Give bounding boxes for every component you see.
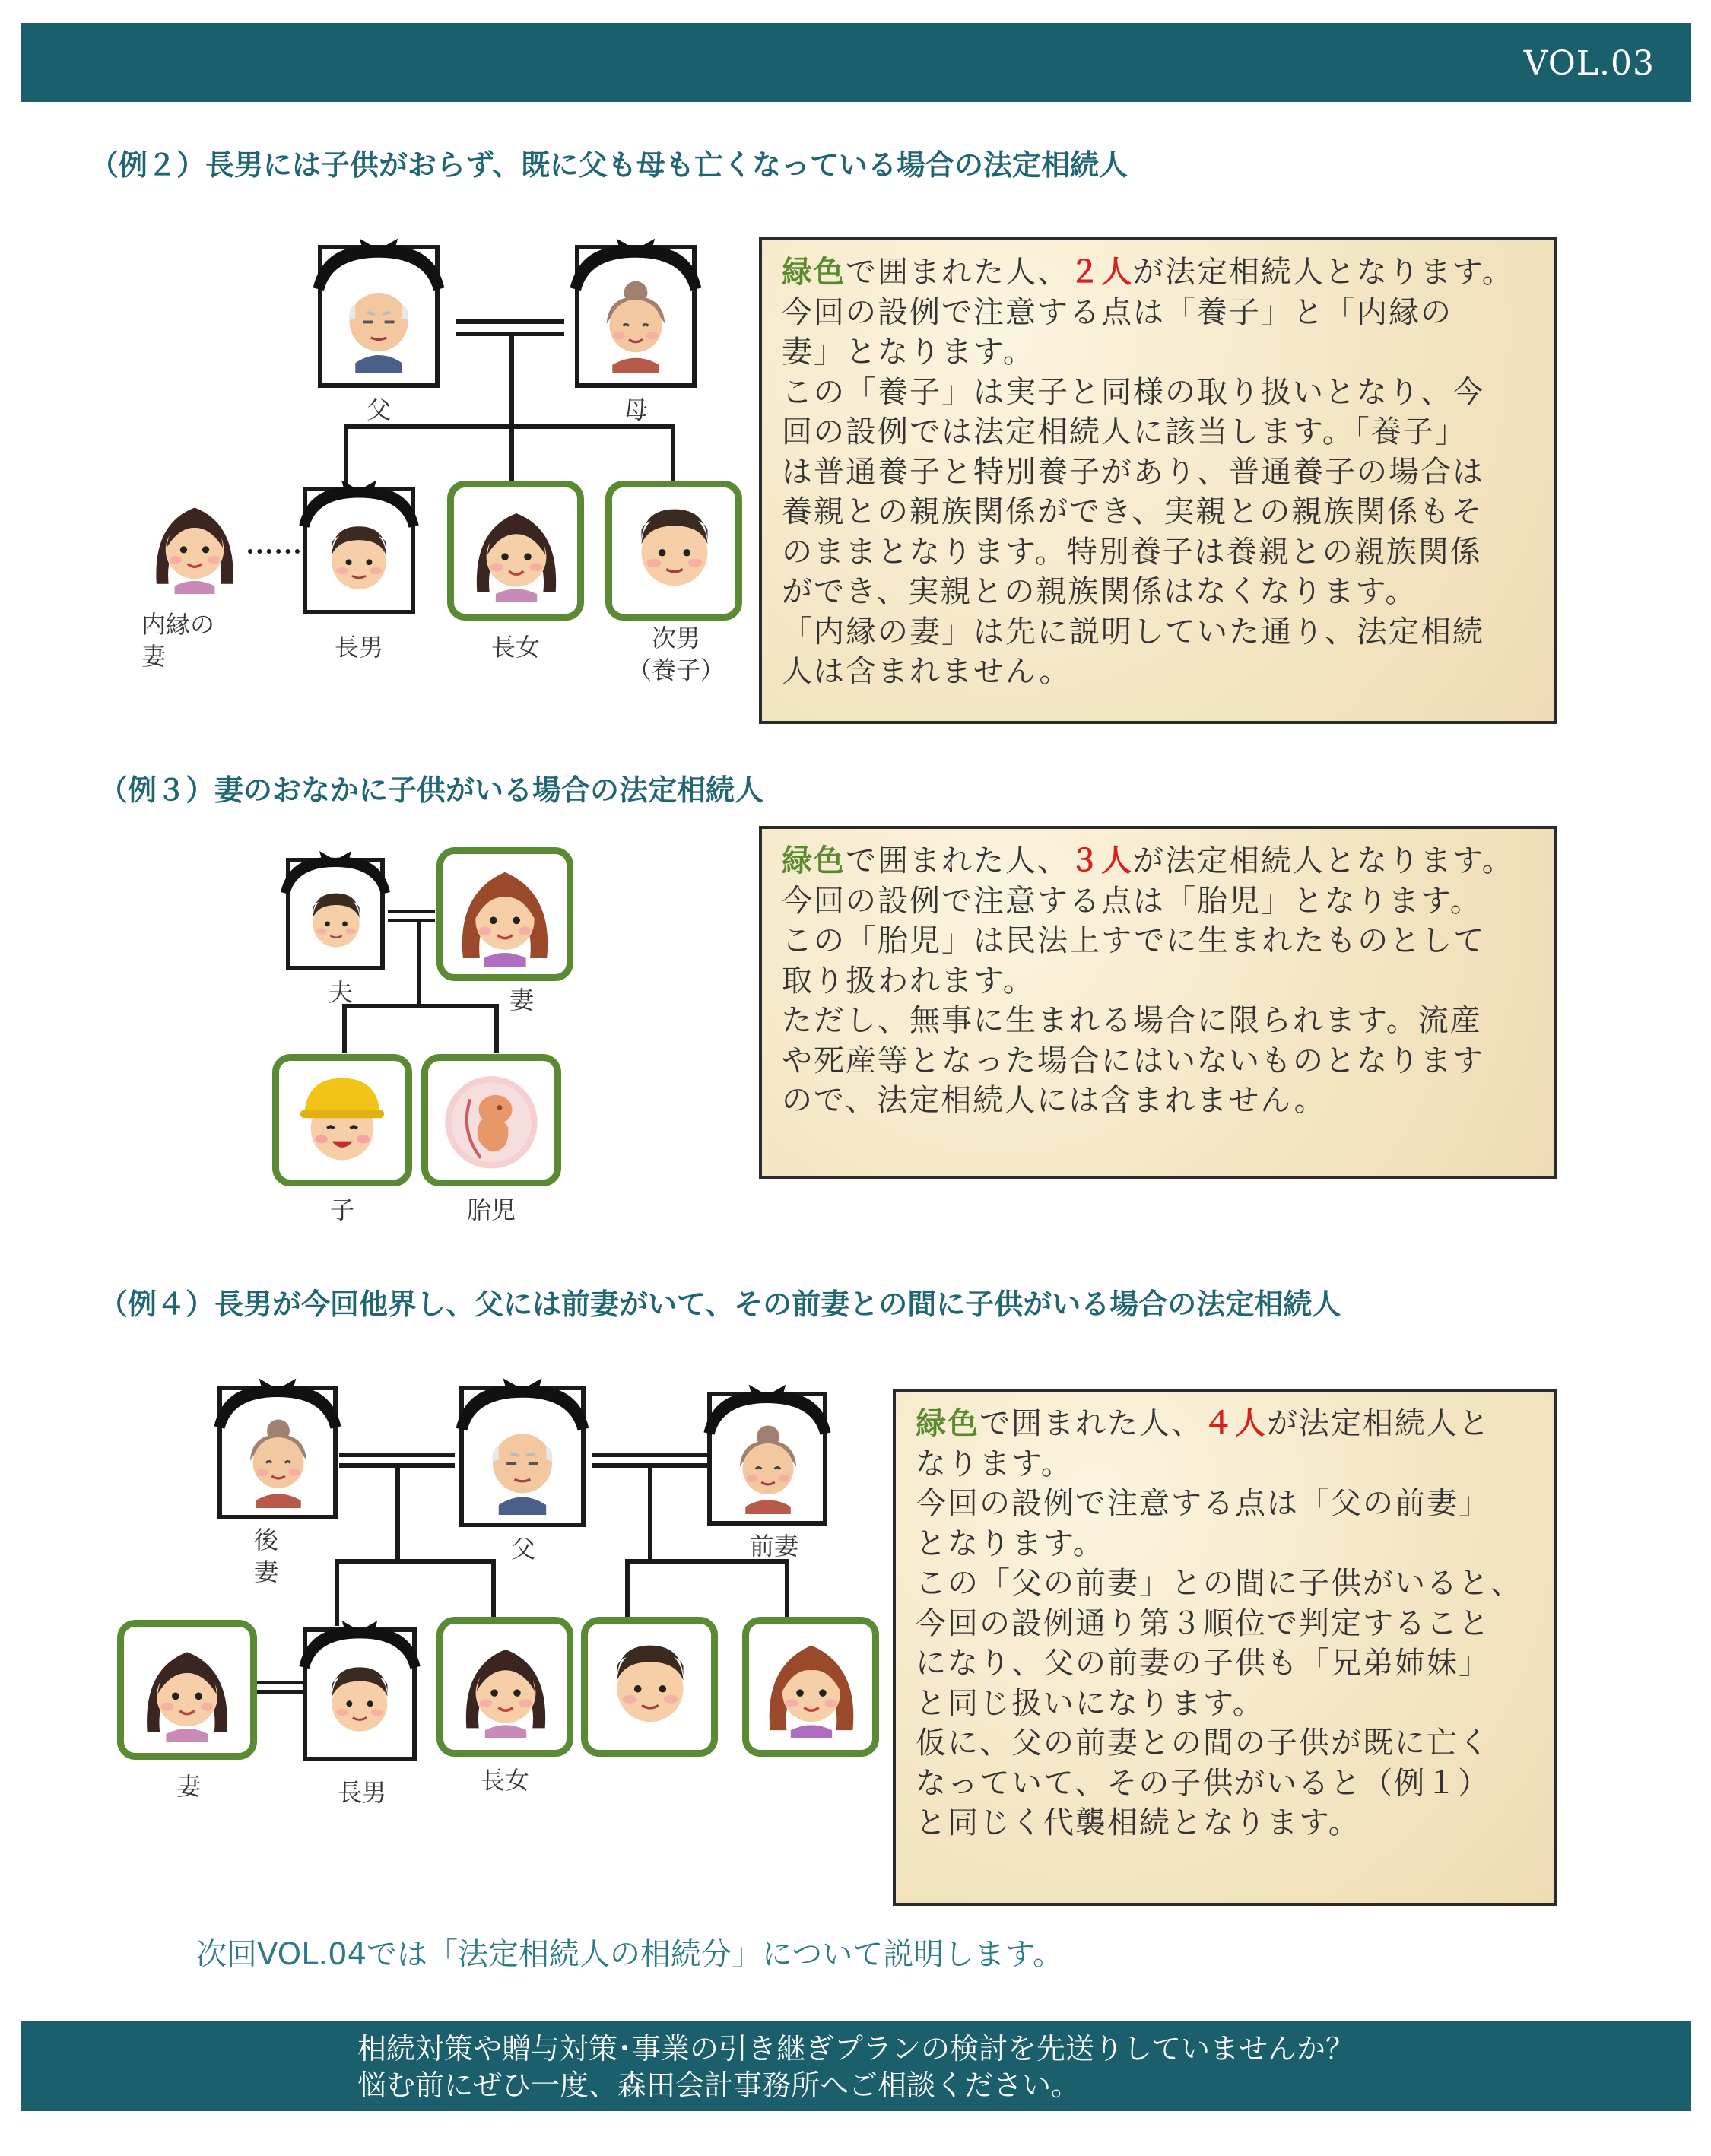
explanation-line: 「内縁の妻」は先に説明していた通り、法定相続: [782, 614, 1484, 649]
example4-title: （例４）長男が今回他界し、父には前妻がいて、その前妻との間に子供がいる場合の法定相続人: [99, 1288, 1341, 1321]
explanation-line: や死産等となった場合にはいないものとなります: [782, 1043, 1484, 1078]
explanation-line: この「胎児」は民法上すでに生まれたものとして: [782, 923, 1486, 958]
explanation-line: となります。: [916, 1526, 1105, 1561]
mourning-ribbon-icon: [211, 1373, 344, 1431]
example4-explanation-box: 緑色で囲まれた人、４人が法定相続人と なります。 今回の設例で注意する点は「父の前妻」 となります。 この「父の前妻」との間に子供がいると、 今回の設例通り第３順位で判定すること になり、父の前妻の子供も「兄弟姉妹」 と同じ扱いになります。 仮に、父の前妻との間の子供が既に亡く なっていて、その子供がいると（例１） と同じく代襲相続となります。: [893, 1389, 1557, 1906]
father-label: 父: [510, 1535, 535, 1564]
heir-frame: [421, 1054, 561, 1186]
example3-title: （例３）妻のおなかに子供がいる場合の法定相続人: [99, 773, 764, 807]
second-wife-label: 後 妻: [253, 1526, 278, 1586]
heir-frame: [436, 1617, 573, 1757]
connector-line: [491, 1559, 496, 1626]
connector-line: [509, 336, 514, 485]
wife-label: 妻: [176, 1772, 201, 1801]
explanation-line: 今回の設例で注意する点は「父の前妻」: [916, 1486, 1490, 1521]
heir-frame: [272, 1054, 412, 1186]
explanation-line: になり、父の前妻の子供も「兄弟姉妹」: [916, 1646, 1490, 1681]
explanation-line: ただし、無事に生まれる場合に限られます。流産: [782, 1003, 1482, 1038]
connector-line: [625, 1559, 630, 1617]
next-volume-notice: 次回VOL.04では「法定相続人の相続分」について説明します。: [196, 1937, 1064, 1972]
connector-line: [785, 1559, 789, 1617]
eldest-daughter-label: 長女: [480, 1766, 529, 1795]
fetus-icon: [439, 1067, 544, 1173]
mourning-ribbon-icon: [297, 476, 421, 529]
mourning-ribbon-icon: [453, 1373, 592, 1433]
common-law-wife-icon: [144, 490, 245, 598]
connector-line: [335, 1559, 339, 1626]
connector-line: [335, 1559, 496, 1564]
former-wife-label: 前妻: [749, 1532, 798, 1561]
explanation-line: 今回の設例通り第３順位で判定すること: [916, 1605, 1490, 1641]
half-sibling-son-icon: [598, 1633, 702, 1741]
partner-dotted-line: [248, 549, 300, 554]
footer-line: 相続対策や贈与対策･事業の引き継ぎプランの検討を先送りしていませんか？: [357, 2032, 1355, 2066]
heir-frame: [581, 1617, 718, 1757]
mourning-ribbon-icon: [297, 1617, 423, 1670]
explanation-line: と同じく代襲相続となります。: [916, 1805, 1360, 1840]
footer-message: [357, 2031, 1354, 2104]
connector-line: [342, 1004, 347, 1053]
marriage-line: [257, 1681, 303, 1684]
mourning-ribbon-icon: [278, 847, 392, 896]
mourning-ribbon-icon: [310, 233, 447, 294]
marriage-line: [592, 1453, 707, 1457]
header-bar: [21, 23, 1691, 102]
eldest-son-icon: [316, 1656, 403, 1748]
marriage-line: [388, 910, 435, 913]
eldest-daughter-label: 長女: [490, 633, 540, 662]
example2-explanation-box: 緑色で囲まれた人、２人が法定相続人となります。 今回の設例で注意する点は「養子」と「内縁の 妻」となります。 この「養子」は実子と同様の取り扱いとなり、今 回の設例では法定相続人に該当します。「養子」 は普通養子と特別養子があり、普通養子の場合は 養親との親族関係ができ、実親との親族関係もそ のままとなります。特別養子は養親との親族関係 ができ、実親との親族関係はなくなります。 「内縁の妻」は先に説明していた通り、法定相続 人は含まれません。: [759, 237, 1557, 724]
second-son-icon: [623, 497, 726, 605]
connector-line: [417, 922, 421, 1006]
volume-number: VOL.03: [1523, 44, 1655, 83]
child-label: 子: [329, 1195, 354, 1224]
heir-frame: [436, 847, 573, 981]
explanation-line: ので、法定相続人には含まれません。: [782, 1083, 1326, 1118]
explanation-line: ができ、実親との親族関係はなくなります。: [782, 574, 1417, 609]
husband-label: 夫: [328, 978, 353, 1007]
half-sibling-daughter-icon: [760, 1633, 863, 1741]
heir-frame: [605, 481, 742, 621]
connector-line: [671, 424, 675, 485]
mourning-ribbon-icon: [701, 1380, 833, 1437]
common-law-wife-label: 内縁の 妻: [141, 610, 215, 671]
explanation-line: 今回の設例で注意する点は「養子」と「内縁の: [782, 294, 1452, 330]
marriage-line: [339, 1453, 455, 1457]
wife-icon: [135, 1636, 240, 1744]
explanation-line: と同じ扱いになります。: [916, 1685, 1265, 1721]
explanation-line: 妻」となります。: [782, 335, 1035, 370]
explanation-line: 今回の設例で注意する点は「胎児」となります。: [782, 883, 1482, 919]
heir-frame: [447, 481, 584, 621]
marriage-line: [456, 319, 564, 324]
explanation-line: 人は含まれません。: [782, 654, 1071, 689]
eldest-daughter-icon: [465, 497, 568, 605]
heir-frame: [742, 1617, 879, 1757]
mother-label: 母: [623, 395, 648, 424]
explanation-line: なっていて、その子供がいると（例１）: [916, 1765, 1490, 1801]
fetus-label: 胎児: [466, 1195, 516, 1224]
explanation-line: のままとなります。特別養子は養親との親族関係: [782, 534, 1482, 570]
footer-line: 悩む前にぜひ一度、森田会計事務所へご相談ください。: [357, 2069, 1081, 2102]
connector-line: [494, 1004, 499, 1053]
explanation-line: 仮に、父の前妻との間の子供が既に亡く: [916, 1726, 1490, 1761]
father-label: 父: [366, 395, 391, 424]
second-son-label: 次男 （養子）: [627, 624, 725, 684]
explanation-line: は普通養子と特別養子があり、普通養子の場合は: [782, 454, 1484, 490]
example2-title: （例２）長男には子供がおらず、既に父も母も亡くなっている場合の法定相続人: [90, 148, 1128, 182]
explanation-line: 回の設例では法定相続人に該当します。「養子」: [782, 414, 1467, 449]
explanation-line: この「養子」は実子と同様の取り扱いとなり、今: [782, 374, 1484, 410]
eldest-daughter-icon: [454, 1633, 557, 1741]
marriage-line: [388, 919, 435, 922]
connector-line: [342, 1004, 499, 1008]
explanation-line: 取り扱われます。: [782, 963, 1035, 999]
explanation-line: この「父の前妻」との間に子供がいると、: [916, 1566, 1522, 1601]
wife-icon: [452, 862, 557, 967]
explanation-line: 養親との親族関係ができ、実親との親族関係もそ: [782, 494, 1484, 529]
connector-line: [395, 1468, 400, 1562]
example3-explanation-box: 緑色で囲まれた人、３人が法定相続人となります。 今回の設例で注意する点は「胎児」となります。 この「胎児」は民法上すでに生まれたものとして 取り扱われます。 ただし、無事に生まれる場合に限られます。流産 や死産等となった場合にはいないものとなります ので、法定相続人には含まれません。: [759, 826, 1557, 1179]
child-icon: [290, 1067, 395, 1173]
wife-label: 妻: [509, 986, 534, 1014]
connector-line: [648, 1468, 652, 1562]
eldest-son-label: 長男: [337, 1778, 386, 1807]
marriage-line: [257, 1690, 303, 1694]
explanation-line: なります。: [916, 1446, 1073, 1481]
mourning-ribbon-icon: [567, 233, 704, 294]
eldest-son-label: 長男: [334, 633, 383, 662]
heir-frame: [117, 1620, 257, 1760]
